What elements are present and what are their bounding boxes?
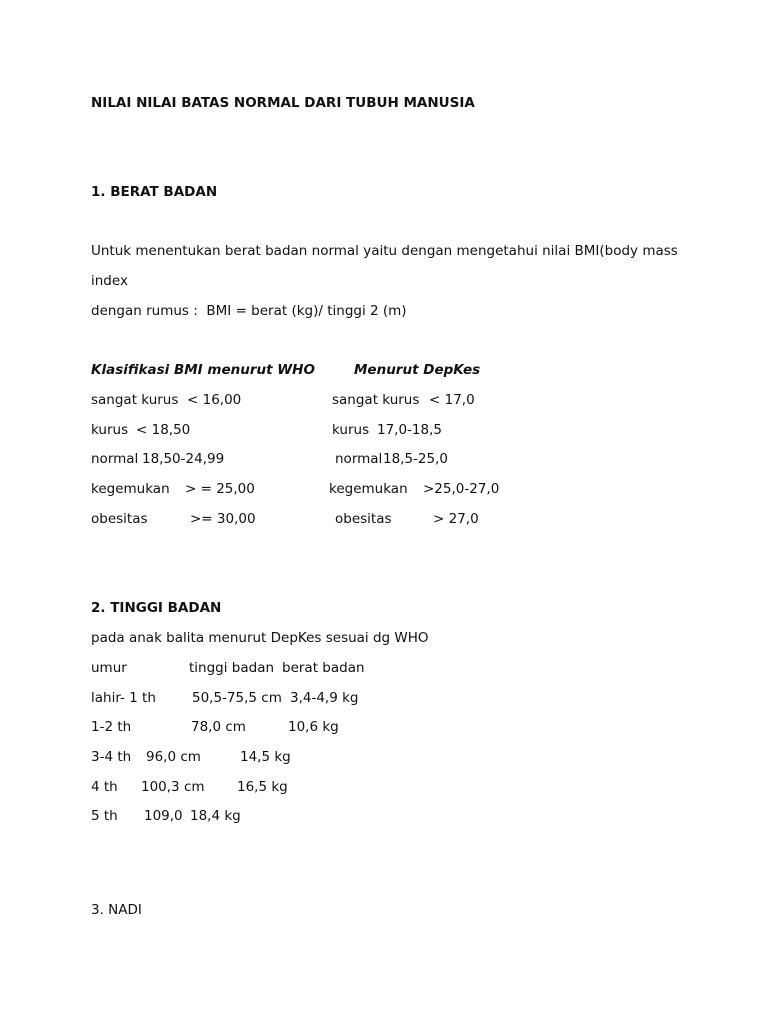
row-3-age: 3-4 th (91, 749, 132, 765)
header-berat-badan: berat badan (282, 660, 365, 676)
row-3-height: 96,0 cm (146, 749, 201, 765)
who-label-kegemukan: kegemukan (91, 481, 170, 497)
row-4-height: 100,3 cm (141, 779, 205, 795)
depkes-value-kegemukan: >25,0-27,0 (423, 481, 500, 497)
who-value-kurus: < 18,50 (136, 422, 191, 438)
section-1-intro-line-1: Untuk menentukan berat badan normal yaitu dengan mengetahui nilai BMI(body mass (91, 243, 678, 259)
who-classification-header: Klasifikasi BMI menurut WHO (91, 362, 315, 378)
who-value-obesitas: >= 30,00 (190, 511, 256, 527)
row-2-height: 78,0 cm (191, 719, 246, 735)
who-label-normal: normal (91, 451, 139, 467)
depkes-label-normal: normal (335, 451, 383, 467)
section-2-heading: 2. TINGGI BADAN (91, 600, 222, 616)
row-3-weight: 14,5 kg (240, 749, 291, 765)
depkes-label-sangat-kurus: sangat kurus (332, 392, 420, 408)
section-2-intro: pada anak balita menurut DepKes sesuai dg WHO (91, 630, 429, 646)
header-umur: umur (91, 660, 127, 676)
row-1-age: lahir- 1 th (91, 690, 156, 706)
who-value-sangat-kurus: < 16,00 (187, 392, 242, 408)
header-tinggi-badan: tinggi badan (189, 660, 275, 676)
row-1-height: 50,5-75,5 cm (192, 690, 282, 706)
section-1-intro-line-2: index (91, 273, 128, 289)
who-label-obesitas: obesitas (91, 511, 148, 527)
row-4-weight: 16,5 kg (237, 779, 288, 795)
row-1-weight: 3,4-4,9 kg (290, 690, 359, 706)
bmi-formula: dengan rumus : BMI = berat (kg)/ tinggi 2 (m) (91, 303, 407, 319)
who-label-kurus: kurus (91, 422, 129, 438)
who-value-normal: 18,50-24,99 (142, 451, 225, 467)
row-2-age: 1-2 th (91, 719, 132, 735)
document-title: NILAI NILAI BATAS NORMAL DARI TUBUH MANUSIA (91, 95, 475, 111)
depkes-label-kegemukan: kegemukan (329, 481, 408, 497)
depkes-value-obesitas: > 27,0 (433, 511, 479, 527)
depkes-classification-header: Menurut DepKes (354, 362, 481, 378)
who-value-kegemukan: > = 25,00 (185, 481, 255, 497)
row-4-age: 4 th (91, 779, 118, 795)
who-label-sangat-kurus: sangat kurus (91, 392, 179, 408)
row-5-age: 5 th (91, 808, 118, 824)
row-5-height: 109,0 (144, 808, 183, 824)
row-5-weight: 18,4 kg (190, 808, 241, 824)
row-2-weight: 10,6 kg (288, 719, 339, 735)
depkes-value-sangat-kurus: < 17,0 (429, 392, 475, 408)
depkes-value-kurus: 17,0-18,5 (377, 422, 442, 438)
section-1-heading: 1. BERAT BADAN (91, 184, 218, 200)
depkes-label-kurus: kurus (332, 422, 370, 438)
depkes-value-normal: 18,5-25,0 (383, 451, 448, 467)
depkes-label-obesitas: obesitas (335, 511, 392, 527)
section-3-heading: 3. NADI (91, 902, 142, 918)
